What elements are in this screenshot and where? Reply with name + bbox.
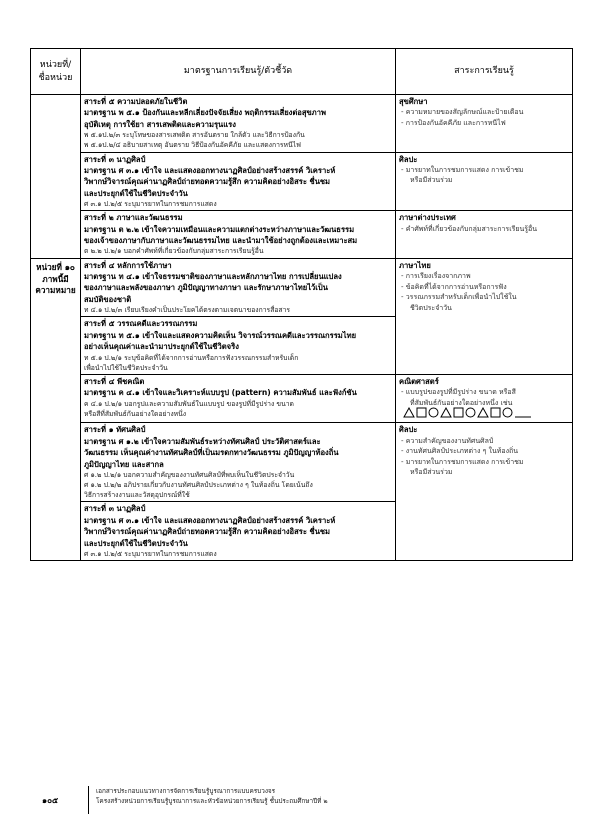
header-standards: มาตรฐานการเรียนรู้/ตัวชี้วัด [81,49,396,95]
subject-heading: คณิตศาสตร์ [399,376,439,386]
content-bullet: - วรรณกรรมสำหรับเด็กเพื่อนำไปใช้ใน [401,293,517,302]
content-bullet: - มารยาทในการชมการแสดง การเข้าชม [401,165,524,174]
indicator-line: ท ๔.๑ ป.๒/๓ เรียบเรียงคำเป็นประโยคได้ตรงตามเจตนาของการสื่อสาร [84,306,291,315]
standards-cell [81,211,396,258]
table-row [31,211,573,258]
table-row [31,95,573,153]
page-number: ๑๐๕ [42,796,59,805]
standard-line: สาระที่ ๒ ภาษาและวัฒนธรรม [84,213,183,223]
header-unit [31,49,81,95]
triangle-icon [403,407,415,421]
blank-line-icon [514,407,532,421]
standard-line: สาระที่ ๓ นาฏศิลป์ [84,504,146,514]
content-bullet: - การป้องกันอัคคีภัย และการหนีไฟ [401,118,506,127]
standard-line: สมบัติของชาติ [84,294,132,304]
standards-cell [81,317,396,375]
standard-line: วิพากษ์วิจารณ์คุณค่านาฏศิลป์ถ่ายทอดความรู้สึก ความคิดอย่างอิสระ ชื่นชม [84,177,331,187]
indicator-line: ศ ๑.๒ ป.๒/๑ บอกความสำคัญของงานทัศนศิลป์ที่พบเห็นในชีวิตประจำวัน [84,470,295,479]
content-bullet: - คำศัพท์ที่เกี่ยวข้องกับกลุ่มสาระการเรียนรู้อื่น [401,224,537,233]
standard-line: ภูมิปัญญาไทย และสากล [84,459,164,469]
standard-line: ของภาษาและพลังของภาษา ภูมิปัญญาทางภาษา และรักษาภาษาไทยไว้เป็น [84,283,328,293]
content-cell [396,152,573,211]
table-row [31,423,573,502]
standard-line: มาตรฐาน พ ๕.๑ ป้องกันและหลีกเลี่ยงปัจจัยเสี่ยง พฤติกรรมเสี่ยงต่อสุขภาพ [84,108,326,118]
content-cell [396,95,573,153]
standards-cell [81,95,396,153]
content-cell [396,211,573,258]
standard-line: มาตรฐาน ศ ๓.๑ เข้าใจ และแสดงออกทางนาฏศิลป์อย่างสร้างสรรค์ วิเคราะห์ [84,515,336,525]
standard-line: สาระที่ ๑ ทัศนศิลป์ [84,425,146,435]
content-bullet: - แบบรูปของรูปที่มีรูปร่าง ขนาด หรือสี [401,388,516,397]
content-cell [396,374,573,422]
table-row [31,258,573,317]
standard-line: อุบัติเหตุ การใช้ยา สารเสพติดและความรุนแรง [84,119,236,129]
indicator-line: หรือสีที่สัมพันธ์กันอย่างใดอย่างหนึ่ง [84,409,187,418]
content-bullet: - งานทัศนศิลป์ประเภทต่าง ๆ ในท้องถิ่น [401,447,519,456]
standard-line: มาตรฐาน ศ ๓.๑ เข้าใจ และแสดงออกทางนาฏศิลป์อย่างสร้างสรรค์ วิเคราะห์ [84,165,336,175]
circle-icon [428,407,439,421]
footer-text [96,787,328,807]
table-row [31,152,573,211]
standard-line: มาตรฐาน ค ๔.๑ เข้าใจและวิเคราะห์แบบรูป (pattern) ความสัมพันธ์ และฟังก์ชัน [84,388,357,398]
standard-line: สาระที่ ๔ หลักการใช้ภาษา [84,260,172,270]
table-row [31,374,573,422]
content-bullet: - การเรียงเรื่องจากภาพ [401,272,471,281]
standards-cell [81,374,396,422]
square-icon [490,407,501,421]
content-bullet: - ความสำคัญของงานทัศนศิลป์ [401,436,494,445]
indicator-line: พ ๕.๑ป.๒/๔ อธิบายสาเหตุ อันตราย วิธีป้องกันอัคคีภัย และแสดงการหนีไฟ [84,141,301,150]
content-bullet: หรือมีส่วนร่วม [410,468,453,477]
standard-line: สาระที่ ๕ ความปลอดภัยในชีวิต [84,97,188,106]
unit-name-line: หน่วยที่ ๑๐ [36,261,75,272]
standard-line: มาตรฐาน ท ๕.๑ เข้าใจและแสดงความคิดเห็น วิจารณ์วรรณคดีและวรรณกรรมไทย [84,330,357,340]
standards-cell [81,258,396,317]
header-unit-line: หน่วยที่/ [39,60,72,71]
unit-name-line: ภาพนี้มี [42,273,69,284]
unit-cell [31,258,81,561]
circle-icon [465,407,476,421]
subject-heading: สุขศึกษา [399,97,428,106]
header-content: สาระการเรียนรู้ [396,49,573,95]
table-body [31,95,573,561]
footer-divider [88,786,89,814]
standard-line: และประยุกต์ใช้ในชีวิตประจำวัน [84,538,188,548]
indicator-line: วิธีการสร้างงานและวัสดุอุปกรณ์ที่ใช้ [84,491,190,500]
shape-pattern-example [399,409,569,421]
standard-line: สาระที่ ๓ นาฏศิลป์ [84,154,146,164]
subject-heading: ภาษาต่างประเทศ [399,213,456,223]
square-icon [453,407,464,421]
curriculum-table [30,48,573,561]
standard-line: มาตรฐาน ศ ๑.๒ เข้าใจความสัมพันธ์ระหว่างทัศนศิลป์ ประวัติศาสตร์และ [84,436,321,446]
triangle-icon [440,407,452,421]
standards-cell [81,152,396,211]
indicator-line: ศ ๓.๑ ป.๒/๕ ระบุมารยาทในการชมการแสดง [84,550,217,559]
indicator-line: ศ ๑.๒ ป.๒/๒ อภิปรายเกี่ยวกับงานทัศนศิลป์ประเภทต่าง ๆ ในท้องถิ่น โดยเน้นถึง [84,481,313,490]
content-bullet: - ข้อคิดที่ได้จากการอ่านหรือการฟัง [401,282,507,291]
indicator-line: พ ๕.๑ป.๒/๓ ระบุโทษของสารเสพติด สารอันตราย ใกล้ตัว และวิธีการป้องกัน [84,131,305,140]
content-bullet: ที่สัมพันธ์กันอย่างใดอย่างหนึ่ง เช่น [410,398,513,407]
content-bullet: - มารยาทในการชมการแสดง การเข้าชม [401,457,524,466]
standards-cell [81,423,396,502]
standard-line: สาระที่ ๔ พีชคณิต [84,376,145,386]
indicator-line: ศ ๓.๑ ป.๒/๕ ระบุมารยาทในการชมการแสดง [84,200,217,209]
subject-heading: ศิลปะ [399,154,418,164]
triangle-icon [477,407,489,421]
standard-line: วัฒนธรรม เห็นคุณค่างานทัศนศิลป์ที่เป็นมรดกทางวัฒนธรรม ภูมิปัญญาท้องถิ่น [84,448,339,458]
standard-line: อย่างเห็นคุณค่าและนำมาประยุกต์ใช้ในชีวิตจริง [84,342,239,352]
content-bullet: ชีวิตประจำวัน [410,303,452,312]
standard-line: มาตรฐาน ท ๔.๑ เข้าใจธรรมชาติของภาษาและหลักภาษาไทย การเปลี่ยนแปลง [84,272,342,282]
standards-cell [81,502,396,561]
content-bullet: - ความหมายของสัญลักษณ์และป้ายเตือน [401,108,524,117]
subject-heading: ศิลปะ [399,425,418,435]
indicator-line: เพื่อนำไปใช้ในชีวิตประจำวัน [84,363,168,372]
content-cell [396,258,573,374]
footer-line-2: โครงสร้างหน่วยการเรียนรู้บูรณาการและหัวข้อหน่วยการเรียนรู้ ชั้นประถมศึกษาปีที่ ๒ [96,796,328,805]
unit-name-line: ความหมาย [35,285,76,296]
indicator-line: ค ๔.๑ ป.๒/๑ บอกรูปและความสัมพันธ์ในแบบรูป ของรูปที่มีรูปร่าง ขนาด [84,399,294,408]
square-icon [416,407,427,421]
standard-line: ของเจ้าของภาษากับภาษาและวัฒนธรรมไทย และนำมาใช้อย่างถูกต้องและเหมาะสม [84,236,358,246]
unit-cell-empty [31,95,81,259]
content-bullet: หรือมีส่วนร่วม [410,176,453,185]
standard-line: และประยุกต์ใช้ในชีวิตประจำวัน [84,188,188,198]
standard-line: มาตรฐาน ต ๒.๒ เข้าใจความเหมือนและความแตกต่างระหว่างภาษาและวัฒนธรรม [84,224,355,234]
page-footer [30,784,572,824]
circle-icon [502,407,513,421]
standard-line: สาระที่ ๕ วรรณคดีและวรรณกรรม [84,319,198,329]
table-header-row [31,49,573,95]
header-unit-line: ชื่อหน่วย [38,72,73,83]
footer-line-1: เอกสารประกอบแนวทางการจัดการเรียนรู้บูรณาการแบบครบวงจร [96,787,276,795]
indicator-line: ต ๒.๒ ป.๒/๑ บอกคำศัพท์ที่เกี่ยวข้องกับกลุ่มสาระการเรียนรู้อื่น [84,247,264,256]
standard-line: วิพากษ์วิจารณ์คุณค่านาฏศิลป์ถ่ายทอดความรู้สึก ความคิดอย่างอิสระ ชื่นชม [84,527,331,537]
subject-heading: ภาษาไทย [399,260,431,270]
indicator-line: ท ๕.๑ ป.๒/๑ ระบุข้อคิดที่ได้จากการอ่านหรือการฟังวรรณกรรมสำหรับเด็ก [84,353,299,362]
content-cell [396,423,573,561]
